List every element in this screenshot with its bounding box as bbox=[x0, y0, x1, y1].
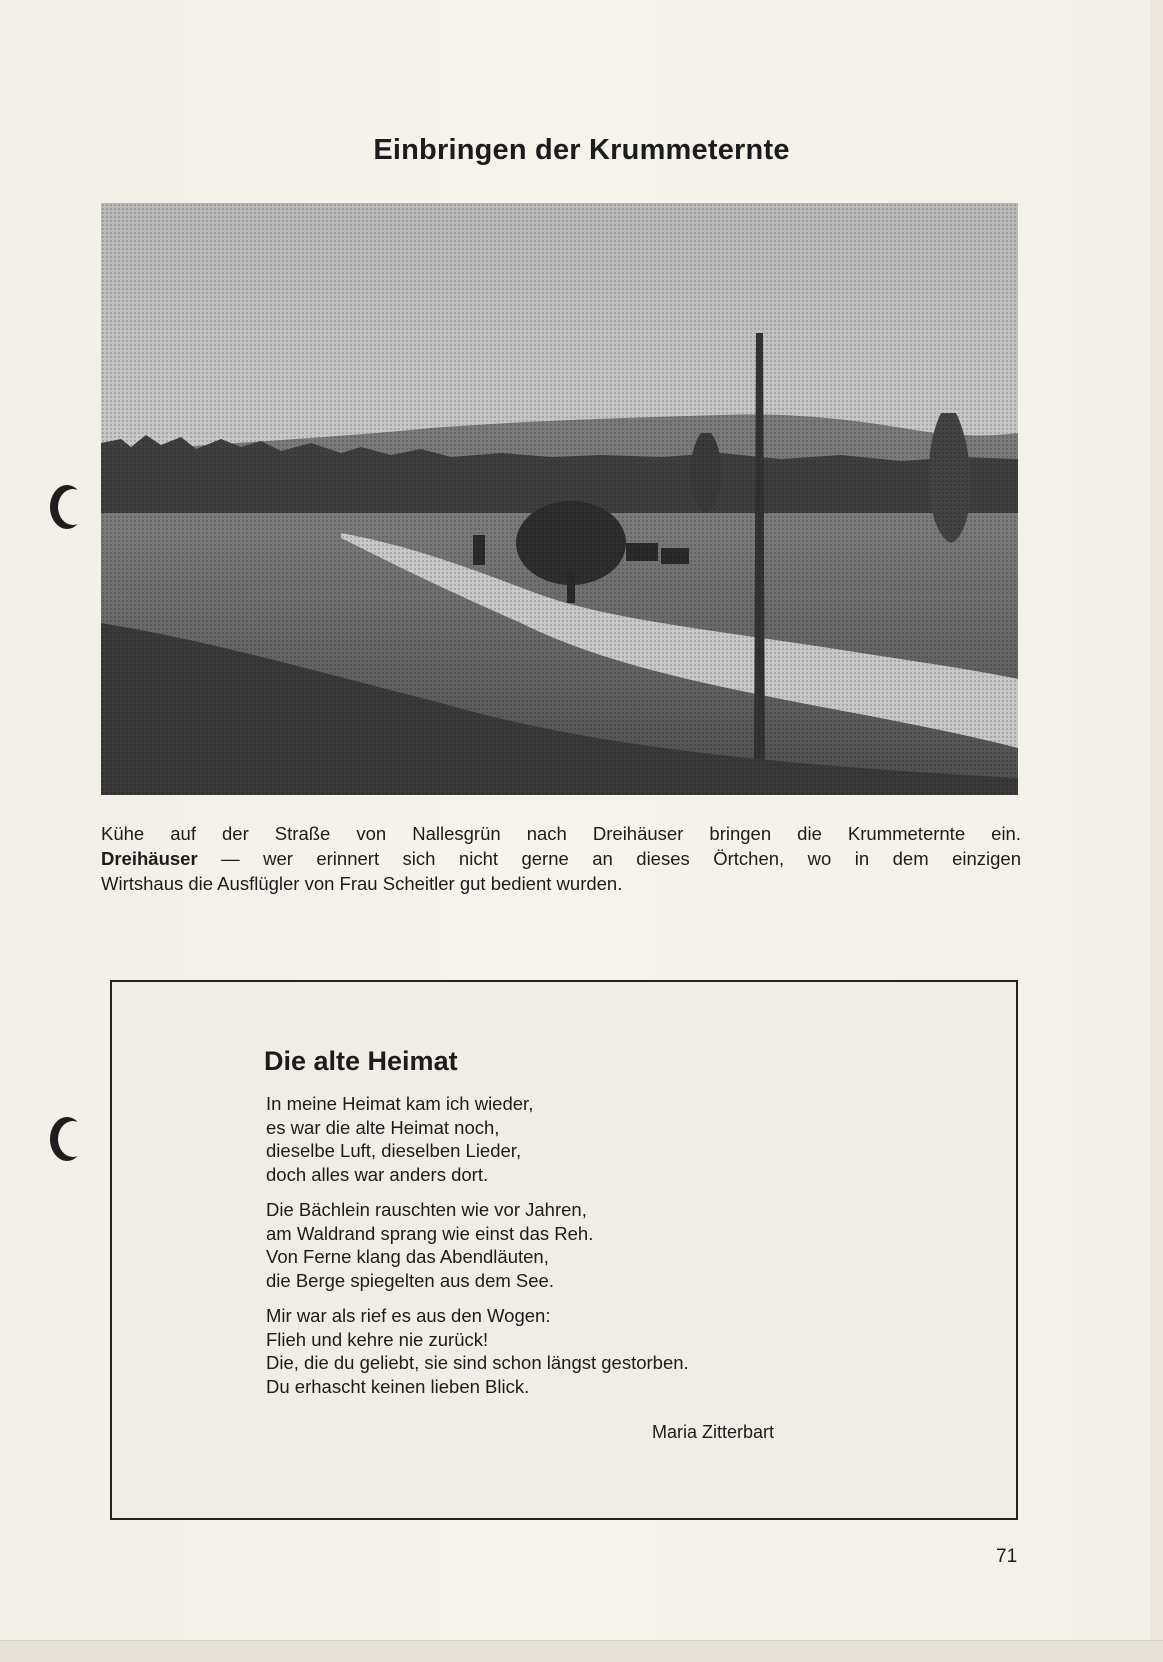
poem-line: In meine Heimat kam ich wieder, bbox=[266, 1093, 534, 1114]
poem-author: Maria Zitterbart bbox=[652, 1422, 775, 1442]
page-number: 71 bbox=[996, 1546, 1018, 1567]
poem-line: Mir war als rief es aus den Wogen: bbox=[266, 1305, 551, 1326]
poem-line: dieselbe Luft, dieselben Lieder, bbox=[266, 1140, 522, 1161]
poem-line: Von Ferne klang das Abendläuten, bbox=[266, 1246, 549, 1267]
photo-caption bbox=[101, 821, 1021, 896]
poem-stanza bbox=[266, 1092, 966, 1186]
poem-line: am Waldrand sprang wie einst das Reh. bbox=[266, 1222, 594, 1244]
caption-line bbox=[101, 846, 1021, 871]
page-bottom-edge bbox=[0, 1640, 1163, 1662]
caption-line: Wirtshaus die Ausflügler von Frau Scheitler gut bedient wurden. bbox=[101, 873, 623, 894]
poem-line: Du erhascht keinen lieben Blick. bbox=[266, 1375, 530, 1397]
poem-line: Die, die du geliebt, sie sind schon längst gestorben. bbox=[266, 1352, 689, 1373]
poem-stanzas bbox=[266, 1092, 966, 1410]
poem-box bbox=[110, 980, 1018, 1520]
poem-title: Die alte Heimat bbox=[264, 1046, 458, 1076]
landscape-photo bbox=[101, 203, 1018, 795]
caption-line-rest: — wer erinnert sich nicht gerne an dieses Örtchen, wo in dem einzigen bbox=[197, 848, 1021, 869]
page-edge bbox=[1150, 0, 1163, 1661]
poem-line: die Berge spiegelten aus dem See. bbox=[266, 1269, 554, 1291]
poem-line: es war die alte Heimat noch, bbox=[266, 1116, 500, 1138]
poem-line: Flieh und kehre nie zurück! bbox=[266, 1328, 489, 1350]
binder-hole-icon bbox=[50, 485, 84, 529]
page-title: Einbringen der Krummeternte bbox=[373, 134, 790, 166]
poem-line: doch alles war anders dort. bbox=[266, 1163, 489, 1185]
binder-hole-icon bbox=[50, 1117, 84, 1161]
poem-stanza bbox=[266, 1198, 966, 1292]
caption-bold-place: Dreihäuser bbox=[101, 848, 198, 869]
poem-line: Die Bächlein rauschten wie vor Jahren, bbox=[266, 1199, 587, 1220]
poem-stanza bbox=[266, 1304, 966, 1398]
caption-line: Kühe auf der Straße von Nallesgrün nach Dreihäuser bringen die Krummeternte ein. bbox=[101, 823, 1021, 844]
